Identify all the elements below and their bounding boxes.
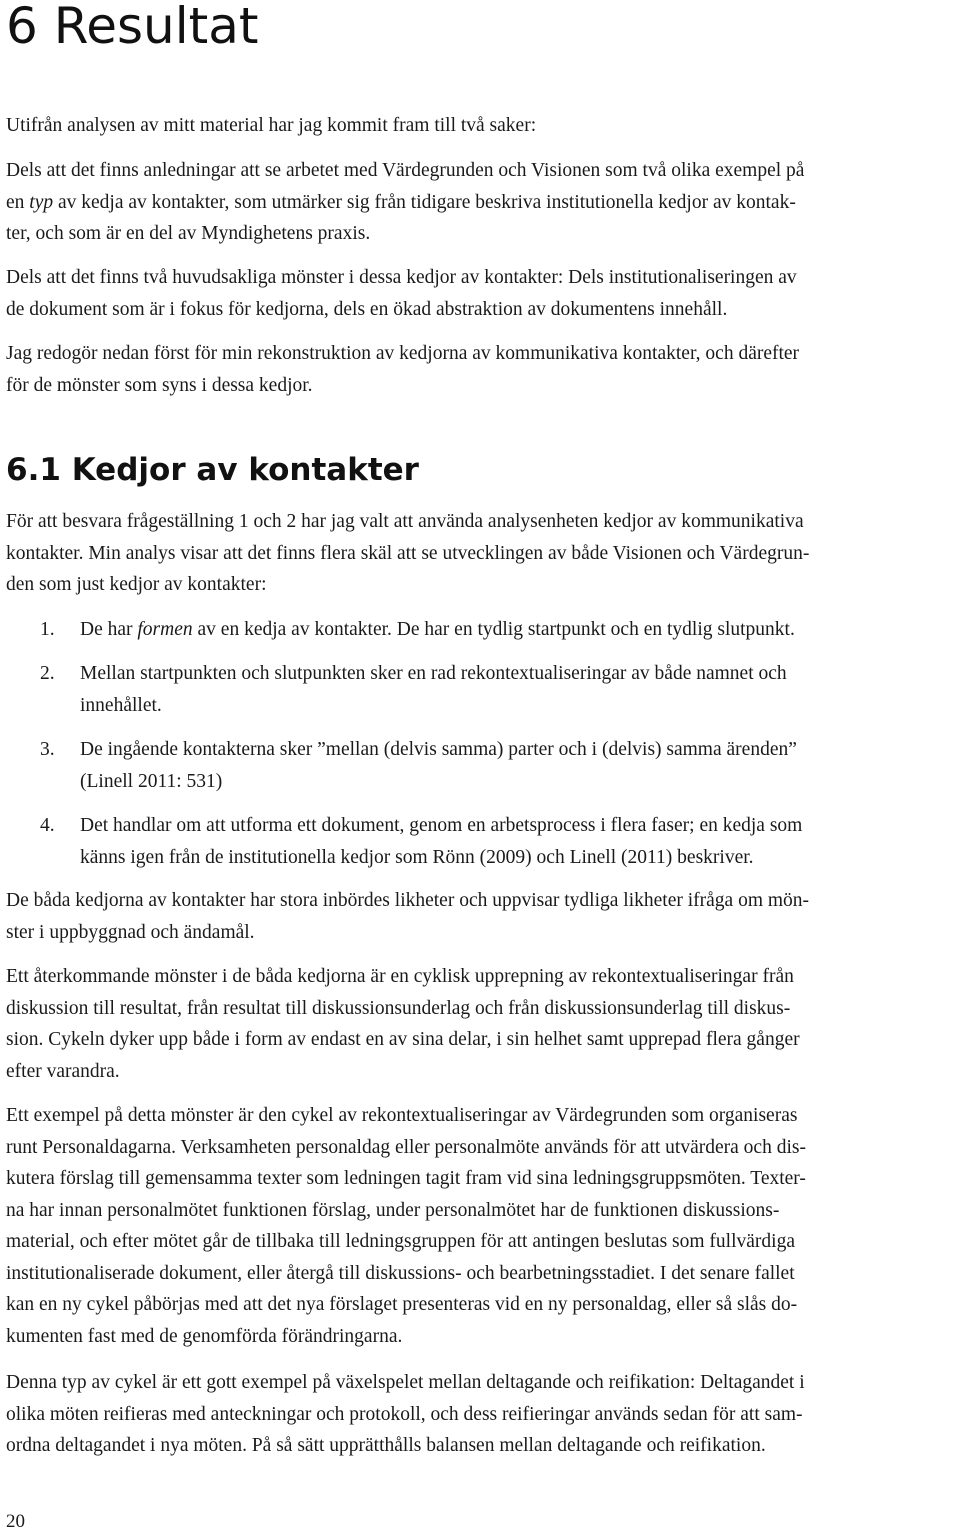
- text-line: [6, 187, 954, 219]
- list-number: 2.: [40, 663, 55, 684]
- paragraph-outline: [6, 338, 954, 401]
- text-line: den som just kedjor av kontakter:: [6, 574, 267, 595]
- text-run: av kedja av kontakter, som utmärker sig från tidigare beskriva institutionella kedjor av kontak-: [53, 191, 796, 213]
- text-line: De ingående kontakterna sker ”mellan (delvis samma) parter och i (delvis) samma ärenden”: [80, 739, 797, 760]
- text-line: kutera förslag till gemensamma texter som ledningen tagit fram vid sina ledningsgruppsmöten. Texter-: [6, 1168, 806, 1189]
- text-line: na har innan personalmötet funktionen förslag, under personalmötet har de funktionen diskussions-: [6, 1199, 780, 1221]
- text-run: av en kedja av kontakter. De har en tydlig startpunkt och en tydlig slutpunkt.: [192, 619, 795, 640]
- list-item-text: [80, 614, 954, 646]
- text-line: Det handlar om att utforma ett dokument, genom en arbetsprocess i flera faser; en kedja som: [80, 815, 803, 836]
- paragraph-cycle-pattern: [6, 961, 954, 1087]
- text-line: [80, 614, 954, 646]
- list-number: 4.: [40, 815, 55, 836]
- list-item-text: [80, 734, 954, 797]
- chapter-title: 6 Resultat: [6, 0, 259, 55]
- emphasis-text: formen: [137, 619, 193, 640]
- text-line: olika möten reifieras med anteckningar och protokoll, och dess reifieringar används sedan för att sam-: [6, 1403, 803, 1425]
- text-line: diskussion till resultat, från resultat till diskussionsunderlag och från diskussionsunderlag till diskus-: [6, 997, 791, 1019]
- paragraph-first-finding: [6, 155, 954, 250]
- text-run: De har: [80, 619, 138, 640]
- text-line: Denna typ av cykel är ett gott exempel på växelspelet mellan deltagande och reifikation: Deltagandet i: [6, 1372, 805, 1393]
- text-line: Mellan startpunkten och slutpunkten sker en rad rekontextualiseringar av både namnet och: [80, 663, 787, 684]
- text-line: runt Personaldagarna. Verksamheten personaldag eller personalmöte används för att utvärdera och dis-: [6, 1136, 806, 1158]
- text-run: en: [6, 191, 30, 213]
- paragraph-section-intro: [6, 506, 954, 601]
- text-line: efter varandra.: [6, 1060, 120, 1082]
- text-line: kumenten fast med de genomförda förändringarna.: [6, 1325, 403, 1347]
- text-line: material, och efter mötet går de tillbaka till ledningsgruppen för att antingen beslutas som fullvärdiga: [6, 1231, 795, 1252]
- text-line: ster i uppbyggnad och ändamål.: [6, 921, 255, 943]
- text-line: sion. Cykeln dyker upp både i form av endast en av sina delar, i sin helhet samt upprepad flera gånger: [6, 1029, 800, 1050]
- text-line: institutionaliserade dokument, eller återgå till diskussions- och bearbetningsstadiet. I det senare fallet: [6, 1262, 795, 1284]
- list-item-text: [80, 658, 954, 721]
- text-line: För att besvara frågeställning 1 och 2 har jag valt att använda analysenheten kedjor av kommunikativa: [6, 511, 804, 532]
- list-number: 3.: [40, 739, 55, 760]
- paragraph-example: [6, 1100, 954, 1352]
- paragraph-similarities: [6, 885, 954, 948]
- text-line: för de mönster som syns i dessa kedjor.: [6, 374, 313, 396]
- text-line: känns igen från de institutionella kedjor som Rönn (2009) och Linell (2011) beskriver.: [80, 846, 754, 868]
- text-line: Dels att det finns två huvudsakliga mönster i dessa kedjor av kontakter: Dels institutionaliseringen av: [6, 267, 797, 288]
- text-line: Ett återkommande mönster i de båda kedjorna är en cyklisk upprepning av rekontextualiseringar från: [6, 966, 794, 987]
- text-line: kontakter. Min analys visar att det finns flera skäl att se utvecklingen av både Visionen och Värdegrun-: [6, 542, 810, 564]
- text-line: innehållet.: [80, 694, 162, 716]
- list-item-text: [80, 810, 954, 873]
- text-line: Dels att det finns anledningar att se arbetet med Värdegrunden och Visionen som två olika exempel på: [6, 160, 805, 181]
- paragraph-intro: [6, 110, 954, 142]
- text-line: de dokument som är i fokus för kedjorna, dels en ökad abstraktion av dokumentens innehåll.: [6, 298, 728, 320]
- text-line: Jag redogör nedan först för min rekonstruktion av kedjorna av kommunikativa kontakter, och därefter: [6, 343, 800, 364]
- emphasis-text: typ: [29, 191, 54, 213]
- page-number: 20: [6, 1511, 25, 1532]
- text-line: Utifrån analysen av mitt material har jag kommit fram till två saker:: [6, 115, 537, 136]
- text-line: Ett exempel på detta mönster är den cykel av rekontextualiseringar av Värdegrunden som organiseras: [6, 1105, 798, 1126]
- text-line: (Linell 2011: 531): [80, 770, 223, 792]
- text-line: ordna deltagandet i nya möten. På så sätt upprätthålls balansen mellan deltagande och reifikation.: [6, 1435, 766, 1456]
- list-number: 1.: [40, 619, 55, 640]
- text-line: De båda kedjorna av kontakter har stora inbördes likheter och uppvisar tydliga likheter ifråga om mön-: [6, 890, 810, 911]
- text-line: kan en ny cykel påbörjas med att det nya förslaget presenteras vid en ny personaldag, eller så slås do-: [6, 1294, 798, 1315]
- text-line: ter, och som är en del av Myndighetens praxis.: [6, 223, 371, 244]
- paragraph-reification: [6, 1367, 954, 1462]
- paragraph-second-finding: [6, 262, 954, 325]
- section-title: 6.1 Kedjor av kontakter: [6, 452, 419, 488]
